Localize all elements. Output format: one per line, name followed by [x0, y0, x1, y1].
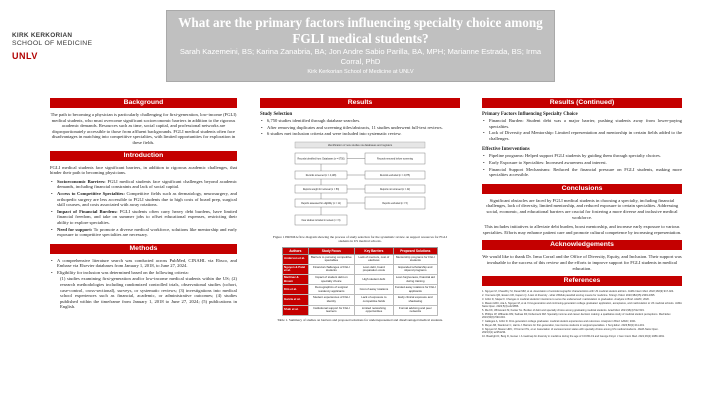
prisma-svg	[285, 141, 435, 233]
methods-list	[50, 258, 237, 276]
primary-item-financial: • Financial Burden: Student debt was a major barrier, pushing students away from lower-paying specialties.	[482, 118, 682, 129]
study-selection-label: Study Selection	[260, 112, 293, 117]
logo-line-1: KIRK KERKORIAN	[12, 32, 73, 39]
references-list	[482, 290, 682, 338]
poster-affiliation: Kirk Kerkorian School of Medicine at UNLV	[307, 69, 414, 75]
flow-top-label: Identification of new studies via databases and registers	[327, 143, 393, 147]
reference-item: 7. Gallegos A, Grbic D. First-generation college graduates: medical student experiences and outcomes. Analysis in Brief. AAMC; 2021.	[482, 320, 637, 324]
reference-item: 2. Youmans QR, Essien UR, Capers Q. A test of diversity - what USMLE pass/fail scoring means for medicine. N Engl J Med. 2020;382(25):2393-2395.	[482, 293, 656, 297]
results-item-identified: • 6,750 studies identified through database searches.	[260, 118, 460, 124]
background-text: The path to becoming a physician is particularly challenging for first-generation, low-income (FGLI) medical students, who must overcome significant socioeconomic barriers in addition to the rigorous academic demands. Resources such as time, social capital, and professional networks are disproportionately accessible to those from affluent backgrounds. FGLI medical students often face disadvantages in matching into competitive specialties, with limited opportunities for exploration in these fields.	[50, 112, 237, 145]
table-row: Nguyen & Patel et al. Financial challenges of FGLI students Loan debt, board preparation costs Expanded scholarship and stipend programs	[283, 264, 438, 274]
effective-interventions-label: Effective Interventions	[482, 147, 530, 153]
acknowledgements-heading: Acknowledgements	[482, 240, 682, 250]
poster-header	[0, 0, 720, 84]
flow-text-sought: Reports sought for retrieval (n = 53)	[302, 188, 340, 191]
school-logo	[12, 32, 132, 80]
flow-text-not-retrieved: Reports not retrieved (n = 42)	[379, 188, 411, 191]
references-heading: References	[482, 276, 682, 286]
reference-item: 10. Boatright D, Berg D, Genao I. A roadmap for diversity in medicine during the age of COVID-19 and George Floyd. J Gen Intern Med. 2021;36(4):1089-1091.	[482, 335, 665, 338]
table-header-row	[283, 247, 438, 254]
primary-factors-label: Primary Factors Influencing Specialty Choice	[482, 112, 578, 117]
background-heading: Background	[50, 98, 237, 108]
table-header-solutions: Proposed Solutions	[393, 247, 437, 254]
flow-text-reports-excluded: Reports excluded (n = 5)	[382, 202, 408, 205]
intro-item-financial: • Impact of Financial Burdens: FGLI students often carry heavy debt burdens, have limited financial freedom, and take on summer jobs to offset educational expenses, restricting their ability to explore specialties.	[50, 209, 237, 226]
methods-heading: Methods	[50, 244, 237, 254]
table-row: Anderson et al. Barriers to pursuing competitive specialties Lack of mentors, cost of electives Mentorship programs for FGLI students	[283, 254, 438, 264]
methods-item-search: • A comprehensive literature search was conducted across PubMed, CINAHL via Ebsco, and Embase via Elsevier databases from January 1, 2018, to June 27, 2024.	[50, 258, 237, 269]
reference-item: 6. Phillips JP, Wilbanks DM, Salinas DF, Doberneck DM. Specialty income and career decision making: a qualitative study of medical student perceptions. Med Educ. 2019;53(6):593-604.	[482, 312, 672, 320]
effective-item-financial: • Financial Support Mechanisms: Reduced the financial pressure on FGLI students, making more specialties accessible.	[482, 167, 682, 178]
table-row: Kim et al. Demographics of surgical residency applicants Cost of away rotations Funded away rotations for FGLI applicants	[283, 285, 438, 295]
table-header-focus: Study Focus	[308, 247, 354, 254]
introduction-list	[50, 179, 237, 238]
table-row: Martinez & Brown Impact of student debt on specialty choice High student debt Loan forgiveness, financial aid during training	[283, 274, 438, 284]
reference-item: 3. Grbic D, Slapar F. Changes in medical students' intentions to serve the underserved: matriculation to graduation. Analysis in Brief. AAMC; 2020.	[482, 297, 650, 301]
effective-item-exposure: • Early Exposure to Specialties: Increased awareness and interest.	[482, 160, 682, 166]
acknowledgements-text: We would like to thank Dr. Irma Corral and the Office of Diversity, Equity, and Inclusion. Their support was invaluable to the success of this review and the efforts to improve support for FGLI students in medical education.	[482, 254, 682, 271]
results-item-included: • 6 studies met inclusion criteria and were included into systematic review.	[260, 131, 460, 137]
introduction-intro: FGLI medical students face significant barriers, in addition to rigorous academic challenges, that hinder their path to becoming physicians.	[50, 164, 237, 176]
reference-item: 5. Ma KK, Whisonant M, Kanter SL. Burden of debt and specialty choice among graduating medical students. Acad Med. 2021;96(4):512-519.	[482, 308, 645, 312]
title-banner	[166, 10, 555, 82]
primary-factors-list	[482, 118, 682, 141]
logo-line-2: SCHOOL OF MEDICINE	[12, 40, 93, 47]
results-item-reviewed: • After removing duplicates and screening titles/abstracts, 11 studies underwent full-text reviews.	[260, 125, 460, 131]
reference-item: 1. Nguyen M, Chaudhry SI, Desai MM, et al. Association of sociodemographic characteristics with US medical student attrition. JAMA Intern Med. 2022;182(9):917-924.	[482, 290, 675, 294]
effective-interventions-list	[482, 153, 682, 177]
column-right	[482, 98, 682, 339]
table-caption: Table 1. Summary of studies on barriers and proposed solutions for underrepresented and disadvantaged medical students.	[277, 317, 443, 322]
table-row: Garcia et al. Student experiences of FGLI identity Lack of exposure to competitive fields Early clinical exposure and shadowing	[283, 295, 438, 305]
intro-item-socioeconomic: • Socioeconomic Barriers: FGLI medical students face significant challenges beyond academic demands, including financial constraints and lack of social capital.	[50, 179, 237, 190]
logo-unlv: UNLV	[12, 51, 38, 61]
conclusions-text-2: This includes initiatives to alleviate debt burden, boost mentorship, and increase early exposure to various specialties. Efforts may enhance patient care and promote cultural competence by increasing representation.	[482, 224, 682, 235]
studies-table	[282, 247, 438, 316]
results-list	[260, 118, 460, 137]
flow-text-identified: Records identified from: Databases (n = 6750)	[297, 158, 345, 161]
results-continued-heading: Results (Continued)	[482, 98, 682, 108]
column-left	[50, 98, 237, 310]
table-row: Shah et al. Institutional support for FGLI learners Limited networking opportunities Formal advising and peer networks	[283, 305, 438, 315]
introduction-heading: Introduction	[50, 151, 237, 161]
reference-item: 9. Nguyen M, Mason HRC, O'Connor PG, et al. Association of socioeconomic status with specialty choice among US medical students. JAMA Netw Open. 2023;6(1):e2251234.	[482, 327, 659, 335]
methods-item-eligibility: • Eligibility for inclusion was determined based on the following criteria:	[50, 270, 237, 276]
flow-text-removed: Records removed before screening	[377, 158, 413, 161]
primary-item-diversity: • Lack of Diversity and Mentorship: Limited representation and mentorship in certain fields added to the challenges.	[482, 130, 682, 141]
prisma-flow-diagram	[285, 141, 435, 233]
reference-item: 4. Mason HRC, Ata A, Nguyen M, et al. First-generation and continuing-generation college graduates' application, acceptance, and matriculation to US medical schools. JAMA Netw Open. 2022;5(3):e221856.	[482, 301, 682, 309]
intro-item-support: • Need for support: To promote a diverse medical workforce, solutions like mentorship and early exposure to competitive specialties are necessary.	[50, 227, 237, 238]
methods-criteria: (1) studies examining first-generation and/or low-income medical students within the US; (2) research methodologies including randomized controlled trials, observational studies (cohort, case-control, cross-sectional), surveys, or systematic reviews; (3) investigations into medical school experiences such as financial, academic, or administrative outcomes; (4) studies published within the timeframe from January 1, 2018 to June 27, 2024; (5) publications in English.	[60, 276, 237, 310]
effective-item-pipeline: • Pipeline programs: Helped support FGLI students by guiding them through specialty choices.	[482, 153, 682, 159]
flow-text-included: New studies included in review (n = 6)	[301, 219, 341, 222]
intro-item-access: • Access to Competitive Specialties: Competitive fields such as dermatology, neurosurgery, and orthopedic surgery are less accessible to FGLI students due to high costs of board prep, surgical skill courses, and costs associated with away rotations.	[50, 191, 237, 208]
flow-text-assessed: Reports assessed for eligibility (n = 11)	[301, 202, 341, 205]
conclusions-heading: Conclusions	[482, 184, 682, 194]
poster-authors: Sarah Kazemeini, BS; Karina Zanabria, BA; Jon Andre Sabio Parilla, BA, MPH; Marianne Estrada, BS; Irma Corral, PhD	[179, 47, 542, 66]
column-middle	[260, 98, 460, 322]
results-heading: Results	[260, 98, 460, 108]
table-header-barriers: Key Barriers	[355, 247, 394, 254]
flow-text-screened: Records screened (n = 4,128)	[305, 174, 337, 177]
table-header-authors: Authors	[283, 247, 309, 254]
reference-item: 8. Meyer AB, Stankovic C, Harris J. Barriers for first-generation, low-income students in surgical specialties. J Surg Educ. 2023;80(2):211-219.	[482, 323, 645, 327]
conclusions-text-1: Significant obstacles are faced by FGLI medical students in choosing a specialty, including financial challenges, lack of diversity, limited mentorship, and reduced exposure to certain specialties. Addressing social, economic, and educational barriers are crucial for fostering a more diverse and inclusive medical workforce.	[485, 197, 679, 220]
flow-text-excluded: Records excluded (n = 4,075)	[379, 174, 411, 177]
poster-title: What are the primary factors influencing specialty choice among FGLI medical students?	[178, 15, 543, 46]
figure-caption: Figure 1 PRISMA flow diagram showing the process of study selection for the systematic review on support resources for FGLI students in US medical schools.	[273, 234, 447, 244]
